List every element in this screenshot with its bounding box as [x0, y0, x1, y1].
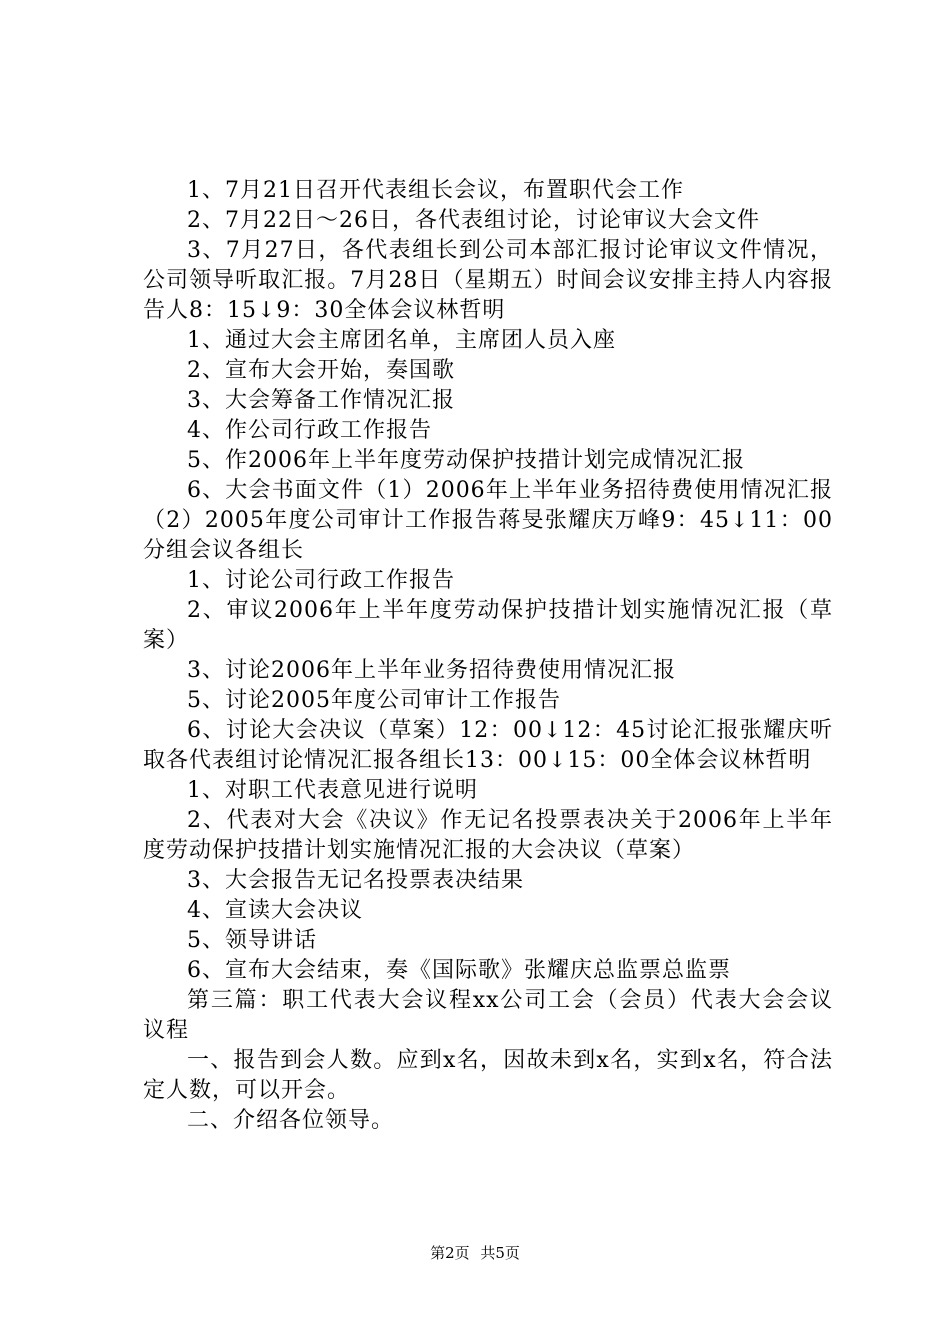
- page-number: 第2页: [430, 1244, 470, 1262]
- paragraph-6: 3、大会筹备工作情况汇报: [187, 388, 455, 413]
- paragraph-21: 第三篇：职工代表大会议程xx公司工会（会员）代表大会会议议程: [143, 988, 833, 1043]
- paragraph-11: 2、审议2006年上半年度劳动保护技措计划实施情况汇报（草案）: [143, 598, 833, 653]
- paragraph-10: 1、讨论公司行政工作报告: [187, 568, 455, 593]
- paragraph-3: 3、7月27日，各代表组长到公司本部汇报讨论审议文件情况，公司领导听取汇报。7月28日（星期五）时间会议安排主持人内容报告人8：15↓9：30全体会议林哲明: [143, 238, 833, 323]
- paragraph-13: 5、讨论2005年度公司审计工作报告: [187, 688, 561, 713]
- paragraph-22: 一、报告到会人数。应到x名，因故未到x名，实到x名，符合法定人数，可以开会。: [143, 1048, 833, 1103]
- page-total: 共5页: [480, 1244, 520, 1262]
- paragraph-12: 3、讨论2006年上半年业务招待费使用情况汇报: [187, 658, 676, 683]
- paragraph-5: 2、宣布大会开始，奏国歌: [187, 358, 455, 383]
- paragraph-8: 5、作2006年上半年度劳动保护技措计划完成情况汇报: [187, 448, 745, 473]
- paragraph-23: 二、介绍各位领导。: [187, 1108, 395, 1133]
- paragraph-1: 1、7月21日召开代表组长会议，布置职代会工作: [187, 178, 684, 203]
- paragraph-9: 6、大会书面文件（1）2006年上半年业务招待费使用情况汇报（2）2005年度公司审计工作报告蒋旻张耀庆万峰9：45↓11：00分组会议各组长: [143, 478, 833, 563]
- paragraph-20: 6、宣布大会结束，奏《国际歌》张耀庆总监票总监票: [187, 958, 731, 983]
- paragraph-14: 6、讨论大会决议（草案）12：00↓12：45讨论汇报张耀庆听取各代表组讨论情况汇报各组长13：00↓15：00全体会议林哲明: [143, 718, 833, 773]
- paragraph-18: 4、宣读大会决议: [187, 898, 363, 923]
- paragraph-16: 2、代表对大会《决议》作无记名投票表决关于2006年上半年度劳动保护技措计划实施情况汇报的大会决议（草案）: [143, 808, 833, 863]
- paragraph-4: 1、通过大会主席团名单，主席团人员入座: [187, 328, 616, 353]
- paragraph-19: 5、领导讲话: [187, 928, 317, 953]
- document-body: [143, 176, 833, 1136]
- paragraph-17: 3、大会报告无记名投票表决结果: [187, 868, 524, 893]
- paragraph-7: 4、作公司行政工作报告: [187, 418, 432, 443]
- page-footer: [0, 1243, 950, 1263]
- paragraph-15: 1、对职工代表意见进行说明: [187, 778, 478, 803]
- paragraph-2: 2、7月22日～26日，各代表组讨论，讨论审议大会文件: [187, 208, 760, 233]
